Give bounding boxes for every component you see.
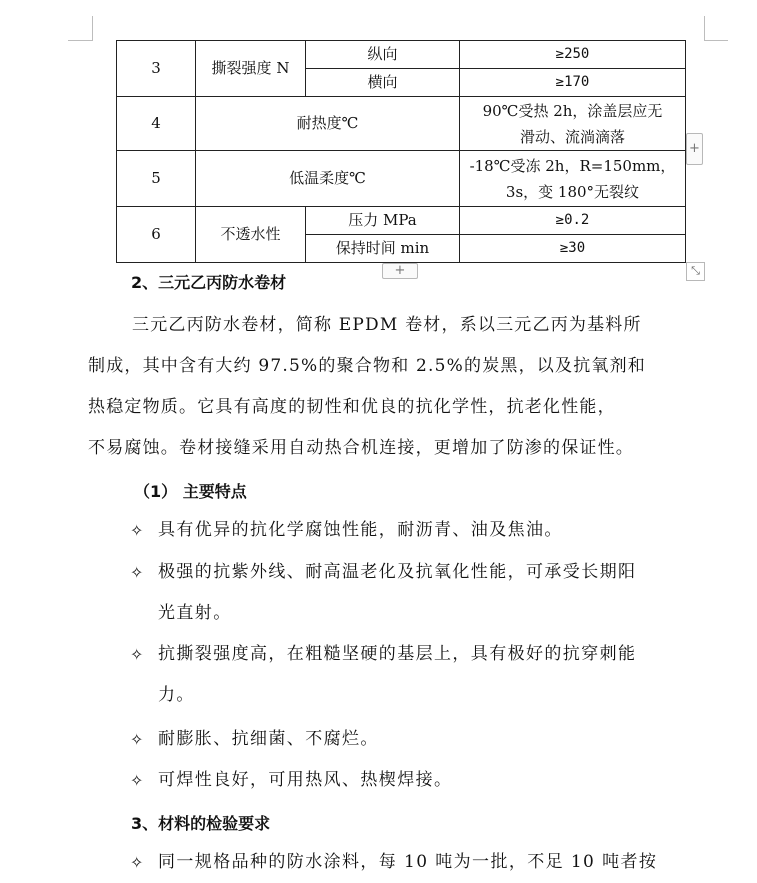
- requirement-line: 3s，变 180°无裂纹: [505, 182, 640, 201]
- list-item: [130, 552, 710, 634]
- list-item: [130, 719, 710, 760]
- sub-item: 压力 MPa: [306, 207, 460, 235]
- row-number: 3: [117, 41, 196, 97]
- paragraph-line: 三元乙丙防水卷材，简称 EPDM 卷材，系以三元乙丙为基料所: [132, 315, 642, 335]
- item-name: 撕裂强度 N: [196, 41, 306, 97]
- paragraph-line: 制成，其中含有大约 97.5%的聚合物和 2.5%的炭黑，以及抗氧剂和: [88, 356, 647, 376]
- paragraph-line: 不易腐蚀。卷材接缝采用自动热合机连接，更增加了防渗的保证性。: [88, 438, 634, 458]
- margin-guide-left-v: [92, 16, 93, 41]
- item-name: 不透水性: [196, 207, 306, 263]
- paragraph-line: 热稳定物质。它具有高度的韧性和优良的抗化学性，抗老化性能，: [88, 397, 616, 417]
- sub-heading: （1） 主要特点: [134, 482, 247, 501]
- row-number: 4: [117, 97, 196, 151]
- list-item: [130, 510, 710, 551]
- margin-guide-left-h: [68, 40, 92, 41]
- list-item: [130, 842, 710, 883]
- diamond-bullet-icon: ✧: [130, 563, 145, 582]
- row-number: 5: [117, 151, 196, 207]
- row-number: 6: [117, 207, 196, 263]
- table-row: [117, 207, 686, 235]
- margin-guide-right-v: [704, 16, 705, 41]
- margin-guide-right-h: [704, 40, 728, 41]
- diamond-bullet-icon: ✧: [130, 853, 145, 872]
- requirement-value: ≥170: [460, 69, 686, 97]
- diamond-bullet-icon: ✧: [130, 730, 145, 749]
- section-heading: 3、材料的检验要求: [131, 814, 271, 833]
- requirement-value: ≥30: [460, 235, 686, 263]
- sub-item: 纵向: [306, 41, 460, 69]
- requirement-line: 滑动、流淌滴落: [519, 127, 625, 146]
- table-row: [117, 151, 686, 207]
- item-name: 低温柔度℃: [196, 151, 460, 207]
- body-paragraph: [88, 305, 708, 469]
- item-name: 耐热度℃: [196, 97, 460, 151]
- list-item-text: 可焊性良好，可用热风、热楔焊接。: [158, 770, 453, 790]
- list-item-continuation: 力。: [158, 685, 195, 705]
- diamond-bullet-icon: ✧: [130, 771, 145, 790]
- list-item-continuation: 光直射。: [158, 603, 232, 623]
- requirement-line: 90℃受热 2h，涂盖层应无: [482, 101, 663, 120]
- requirement-value: ≥250: [460, 41, 686, 69]
- list-item-text: 耐膨胀、抗细菌、不腐烂。: [158, 729, 379, 749]
- list-item-text: 具有优异的抗化学腐蚀性能，耐沥青、油及焦油。: [158, 520, 563, 540]
- list-item-text: 抗撕裂强度高，在粗糙坚硬的基层上，具有极好的抗穿刺能: [158, 644, 637, 664]
- sub-item: 保持时间 min: [306, 235, 460, 263]
- section-heading: 2、三元乙丙防水卷材: [131, 273, 287, 292]
- spec-table: [116, 40, 686, 263]
- list-item-text: 同一规格品种的防水涂料，每 10 吨为一批，不足 10 吨者按: [158, 852, 658, 872]
- diamond-bullet-icon: ✧: [130, 521, 145, 540]
- requirement-value: ≥0.2: [460, 207, 686, 235]
- table-resize-handle[interactable]: ⤡: [686, 262, 705, 281]
- requirement-line: -18℃受冻 2h，R=150mm，: [469, 156, 676, 175]
- add-row-button[interactable]: +: [382, 263, 418, 279]
- table-row: [117, 97, 686, 151]
- list-item: [130, 634, 710, 716]
- requirement-value: [460, 97, 686, 151]
- add-column-button[interactable]: +: [686, 133, 703, 165]
- sub-item: 横向: [306, 69, 460, 97]
- table-row: [117, 41, 686, 69]
- requirement-value: [460, 151, 686, 207]
- diamond-bullet-icon: ✧: [130, 645, 145, 664]
- list-item-text: 极强的抗紫外线、耐高温老化及抗氧化性能，可承受长期阳: [158, 562, 637, 582]
- list-item: [130, 760, 710, 801]
